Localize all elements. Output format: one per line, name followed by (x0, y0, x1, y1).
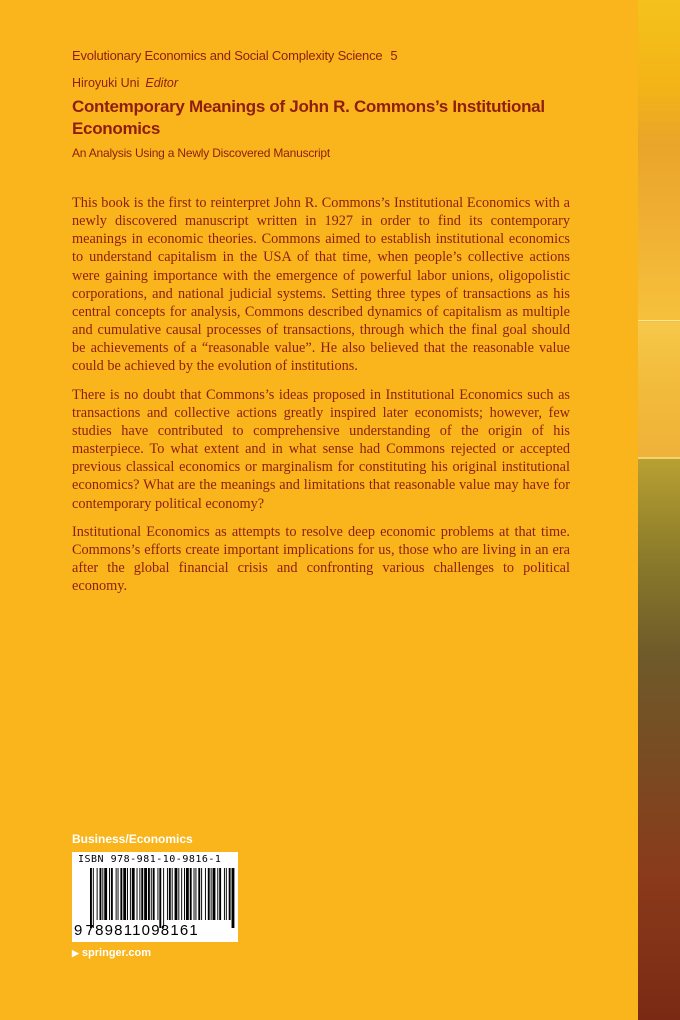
editor-name: Hiroyuki Uni (72, 76, 140, 90)
subject-category: Business/Economics (72, 832, 193, 846)
publisher-url: springer.com (81, 947, 151, 959)
blurb-paragraph: Institutional Economics as attempts to resolve deep economic problems at that time. Commons’s efforts create important implications for us, those who are living in an era after the global financial crisis and confronting various challenges to political economy. (72, 523, 570, 595)
triangle-right-icon: ▶ (72, 948, 79, 958)
blurb-paragraph: This book is the first to reinterpret John R. Commons’s Institutional Economics with a newly discovered manuscript written in 1927 in order to find its contemporary meanings in economic theories. Commons aimed to establish institutional economics to understand capitalism in the USA of that time, when people’s collective actions were gaining importance with the emergence of powerful labor unions, oligopolistic corporations, and national judicial systems. Setting three types of transactions as his central concepts for analysis, Commons described dynamics of capitalism as multiple and cumulative causal processes of transactions, through which the final goal should be achievements of a “reasonable value”. He also believed that the reasonable value could be achieved by the evolution of institutions. (72, 195, 570, 375)
publisher-link[interactable] (72, 947, 151, 959)
editor-role: Editor (145, 76, 179, 90)
strip-segment-bottom (638, 459, 680, 1020)
blurb (72, 194, 570, 605)
series-number: 5 (390, 48, 398, 63)
barcode-digits-row (74, 922, 238, 939)
isbn-barcode (72, 852, 238, 942)
barcode-lead-digit: 9 (74, 922, 84, 939)
series-line (72, 48, 397, 63)
strip-divider (638, 320, 680, 321)
editor-line (72, 76, 178, 90)
blurb-paragraph: There is no doubt that Commons’s ideas proposed in Institutional Economics such as transactions and collective actions greatly inspired later economists; however, few studies have contributed to comprehensive understanding of the origin of his masterpiece. To what extent and in what sense had Commons rejected or accepted previous classical economics or marginalism for constituting his original institutional economics? What are the meanings and limitations that reasonable value may have for contemporary political economy? (72, 386, 570, 512)
barcode-bars (90, 868, 235, 928)
book-subtitle: An Analysis Using a Newly Discovered Manuscript (72, 146, 331, 160)
series-name: Evolutionary Economics and Social Complexity Science (72, 48, 383, 63)
barcode-digits: 789811098161 (85, 922, 199, 939)
strip-segment-top (638, 0, 680, 322)
book-title: Contemporary Meanings of John R. Commons’s Institutional Economics (72, 97, 545, 138)
cover-side-strip (638, 0, 680, 1020)
isbn-label: ISBN 978-981-10-9816-1 (78, 854, 222, 865)
strip-segment-middle (638, 322, 680, 458)
